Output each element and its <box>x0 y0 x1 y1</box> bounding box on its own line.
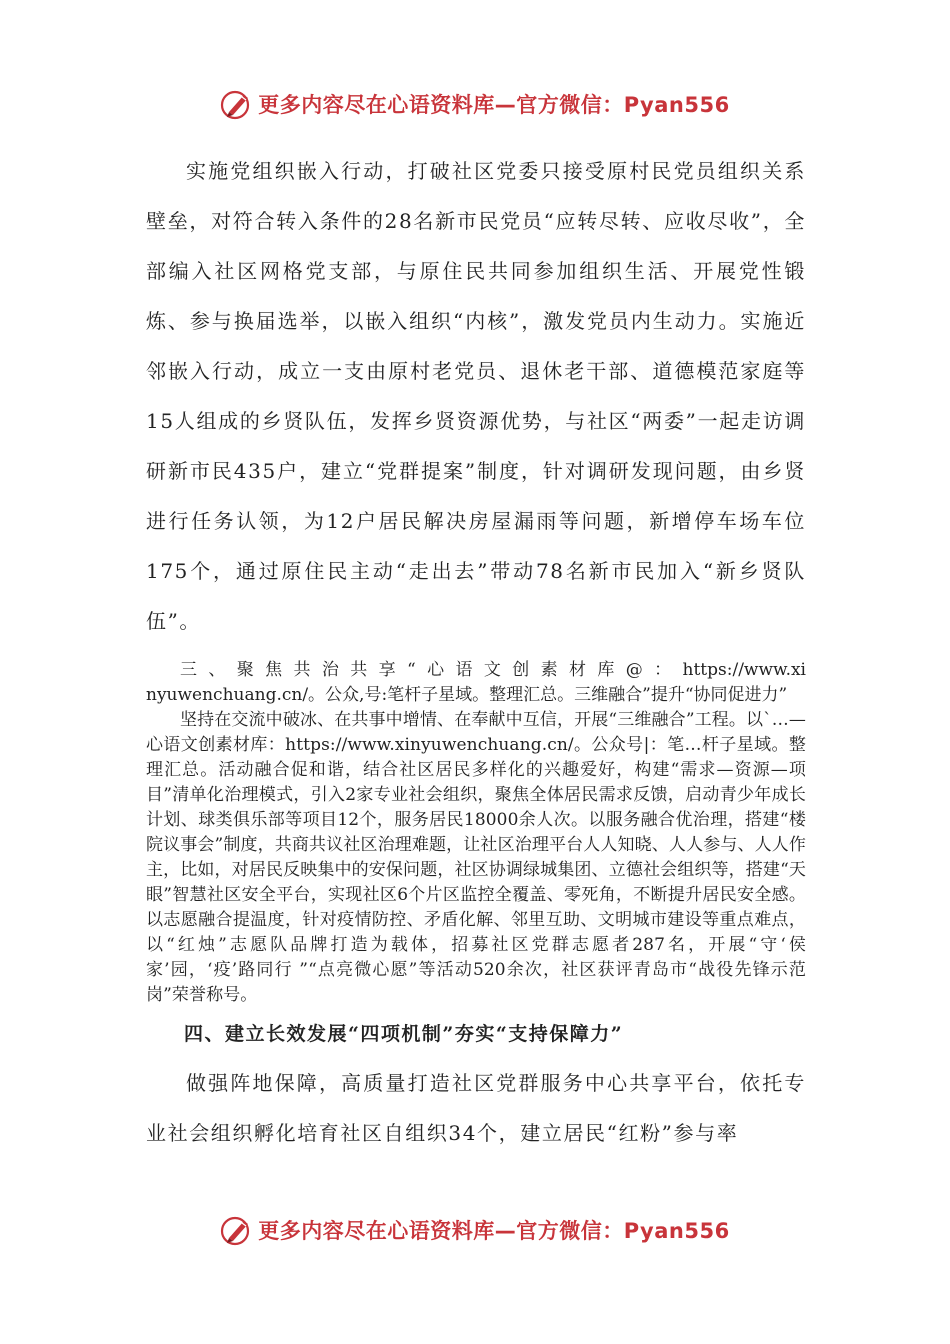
pen-logo-icon <box>220 1213 254 1247</box>
header-banner <box>0 84 950 124</box>
banner-text: 更多内容尽在心语资料库—官方微信：Pyan556 <box>258 93 730 117</box>
section-heading-4: 四、建立长效发展“四项机制”夯实“支持保障力” <box>184 1023 624 1045</box>
section-heading-3-lead: 三、聚焦共治共享“心语文创素材库@： <box>180 660 683 680</box>
paragraph-position-guarantee: 做强阵地保障，高质量打造社区党群服务中心共享平台，依托专业社会组织孵化培育社区自组织34个，建立居民“红粉”参与率 <box>146 1071 806 1145</box>
banner-text: 更多内容尽在心语资料库—官方微信：Pyan556 <box>258 1219 730 1243</box>
footer-banner <box>0 1210 950 1250</box>
document-body <box>146 146 806 1158</box>
pen-logo-icon <box>220 87 254 121</box>
paragraph-three-fusion: 坚持在交流中破冰、在共事中增情、在奉献中互信，开展“三维融合”工程。以`…—心语文创素材库：https://www.xinyuwenchuang.cn/。公众号|：笔…杆子星域。整理汇总。活动融合促和谐，结合社区居民多样化的兴趣爱好，构建“需求—资源—项目”清单化治理模式，引入2家专业社会组织，聚焦全体居民需求反馈，启动青少年成长计划、球类俱乐部等项目12个，服务居民18000余人次。以服务融合优治理，搭建“楼院议事会”制度，共商共议社区治理难题，让社区治理平台人人知晓、人人参与、人人作主，比如，对居民反映集中的安保问题，社区协调绿城集团、立德社会组织等，搭建“天眼”智慧社区安全平台，实现社区6个片区监控全覆盖、零死角，不断提升居民安全感。以志愿融合提温度，针对疫情防控、矛盾化解、邻里互助、文明城市建设等重点难点，以“红烛”志愿队品牌打造为载体，招募社区党群志愿者287名，开展“守‘侯家’园，‘疫’路同行 ”“点亮微心愿”等活动520余次，社区获评青岛市“战役先锋示范岗”荣誉称号。 <box>146 710 806 1005</box>
paragraph-embed-action: 实施党组织嵌入行动，打破社区党委只接受原村民党员组织关系壁垒，对符合转入条件的28名新市民党员“应转尽转、应收尽收”，全部编入社区网格党支部，与原住民共同参加组织生活、开展党性锻炼、参与换届选举，以嵌入组织“内核”，激发党员内生动力。实施近邻嵌入行动，成立一支由原村老党员、退休老干部、道德模范家庭等15人组成的乡贤队伍，发挥乡贤资源优势，与社区“两委”一起走访调研新市民435户，建立“党群提案”制度，针对调研发现问题，由乡贤进行任务认领，为12户居民解决房屋漏雨等问题，新增停车场车位175个，通过原住民主动“走出去”带动78名新市民加入“新乡贤队伍”。 <box>146 159 806 633</box>
section-heading-3-tail: https://www.xinyuwenchuang.cn/。公众,号:笔杆子星域。整理汇总。三维融合”提升“协同促进力” <box>146 660 806 705</box>
section-heading-3 <box>146 658 806 708</box>
